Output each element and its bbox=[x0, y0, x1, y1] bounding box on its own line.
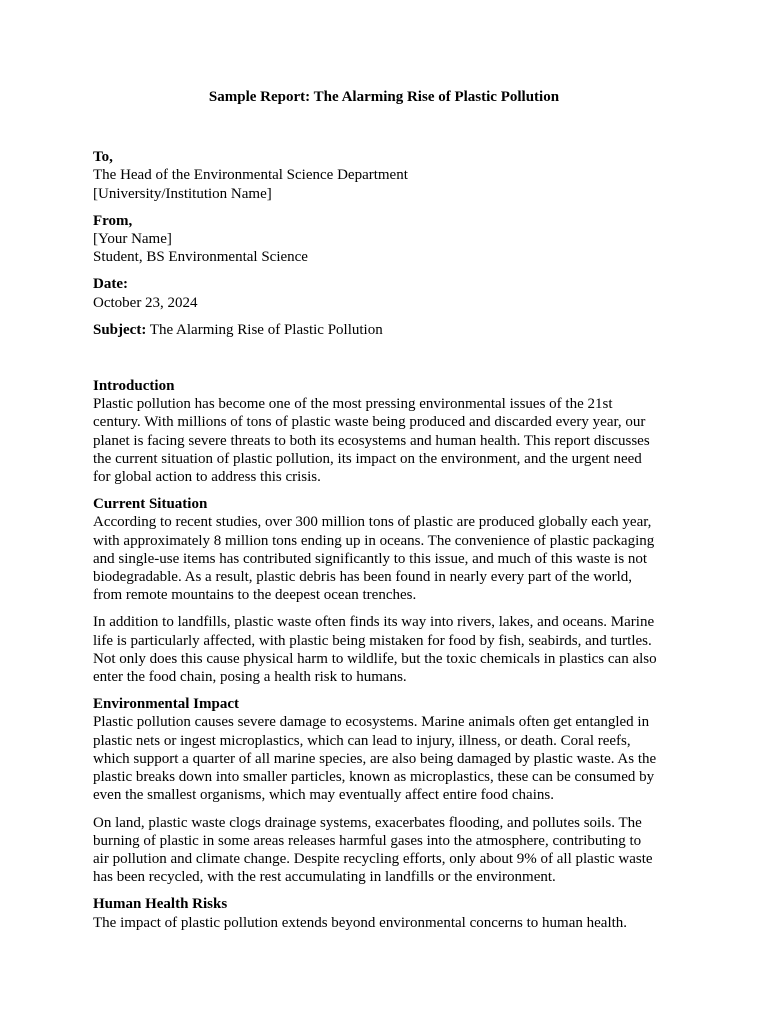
subject-label: Subject: bbox=[93, 321, 147, 338]
paragraph-line: and single-use items has contributed significantly to this issue, and much of this waste is not bbox=[93, 550, 648, 567]
paragraph-line: the current situation of plastic pollution, its impact on the environment, and the urgent need bbox=[93, 450, 642, 467]
paragraph-line: which support a quarter of all marine species, are also being damaged by plastic waste. As the bbox=[93, 750, 657, 767]
date-label: Date: bbox=[93, 276, 128, 293]
paragraph-environmental-impact-2 bbox=[93, 814, 681, 887]
report-title: Sample Report: The Alarming Rise of Plastic Pollution bbox=[208, 89, 560, 105]
section-introduction bbox=[93, 377, 681, 486]
paragraph-line: The impact of plastic pollution extends beyond environmental concerns to human health. bbox=[93, 914, 628, 931]
paragraph-line: biodegradable. As a result, plastic debris has been found in nearly every part of the world, bbox=[93, 569, 632, 586]
paragraph-line: century. With millions of tons of plastic waste being produced and discarded every year, our bbox=[93, 414, 646, 431]
from-role-line: Student, BS Environmental Science bbox=[93, 249, 308, 266]
to-recipient-line: The Head of the Environmental Science Department bbox=[93, 167, 408, 184]
paragraph-line: air pollution and climate change. Despite recycling efforts, only about 9% of all plastic waste bbox=[93, 850, 653, 867]
paragraph-line: On land, plastic waste clogs drainage systems, exacerbates flooding, and pollutes soils. The bbox=[93, 814, 642, 831]
paragraph-line: Not only does this cause physical harm to wildlife, but the toxic chemicals in plastics can also bbox=[93, 650, 657, 667]
section-human-health-risks bbox=[93, 895, 681, 931]
paragraph-line: plastic nets or ingest microplastics, which can lead to injury, illness, or death. Coral reefs, bbox=[93, 732, 631, 749]
to-institution-line: [University/Institution Name] bbox=[93, 185, 272, 202]
document-content bbox=[93, 88, 681, 941]
paragraph-line: even the smallest organisms, which may eventually affect entire food chains. bbox=[93, 787, 554, 804]
paragraph-line: from remote mountains to the deepest ocean trenches. bbox=[93, 587, 417, 604]
paragraph-line: burning of plastic in some areas releases harmful gases into the atmosphere, contributing to bbox=[93, 832, 642, 849]
to-block bbox=[93, 148, 681, 203]
section-environmental-impact bbox=[93, 695, 681, 804]
from-label: From, bbox=[93, 212, 133, 229]
section-heading: Human Health Risks bbox=[93, 896, 228, 913]
section-heading: Introduction bbox=[93, 378, 175, 395]
date-value: October 23, 2024 bbox=[93, 294, 198, 311]
paragraph-line: Plastic pollution has become one of the most pressing environmental issues of the 21st bbox=[93, 396, 613, 413]
section-current-situation bbox=[93, 495, 681, 604]
paragraph-line: life is particularly affected, with plastic being mistaken for food by fish, seabirds, and turtles. bbox=[93, 632, 652, 649]
paragraph-line: Plastic pollution causes severe damage to ecosystems. Marine animals often get entangled in bbox=[93, 714, 650, 731]
paragraph-line: for global action to address this crisis. bbox=[93, 469, 321, 486]
section-heading: Current Situation bbox=[93, 496, 208, 513]
paragraph-line: According to recent studies, over 300 million tons of plastic are produced globally each year, bbox=[93, 514, 652, 531]
section-heading: Environmental Impact bbox=[93, 696, 239, 713]
from-name-line: [Your Name] bbox=[93, 231, 172, 248]
paragraph-line: with approximately 8 million tons ending up in oceans. The convenience of plastic packaging bbox=[93, 532, 655, 549]
paragraph-current-situation-2 bbox=[93, 613, 681, 686]
date-block bbox=[93, 275, 681, 311]
paragraph-line: planet is facing severe threats to both its ecosystems and human health. This report discusses bbox=[93, 432, 650, 449]
paragraph-line: plastic breaks down into smaller particles, known as microplastics, these can be consumed by bbox=[93, 769, 655, 786]
paragraph-line: In addition to landfills, plastic waste often finds its way into rivers, lakes, and oceans. Marine bbox=[93, 614, 655, 631]
paragraph-line: enter the food chain, posing a health risk to humans. bbox=[93, 669, 407, 686]
from-block bbox=[93, 212, 681, 267]
subject-line bbox=[93, 321, 681, 339]
subject-value: The Alarming Rise of Plastic Pollution bbox=[146, 321, 383, 338]
paragraph-line: has been recycled, with the rest accumulating in landfills or the environment. bbox=[93, 869, 556, 886]
to-label: To, bbox=[93, 149, 113, 166]
